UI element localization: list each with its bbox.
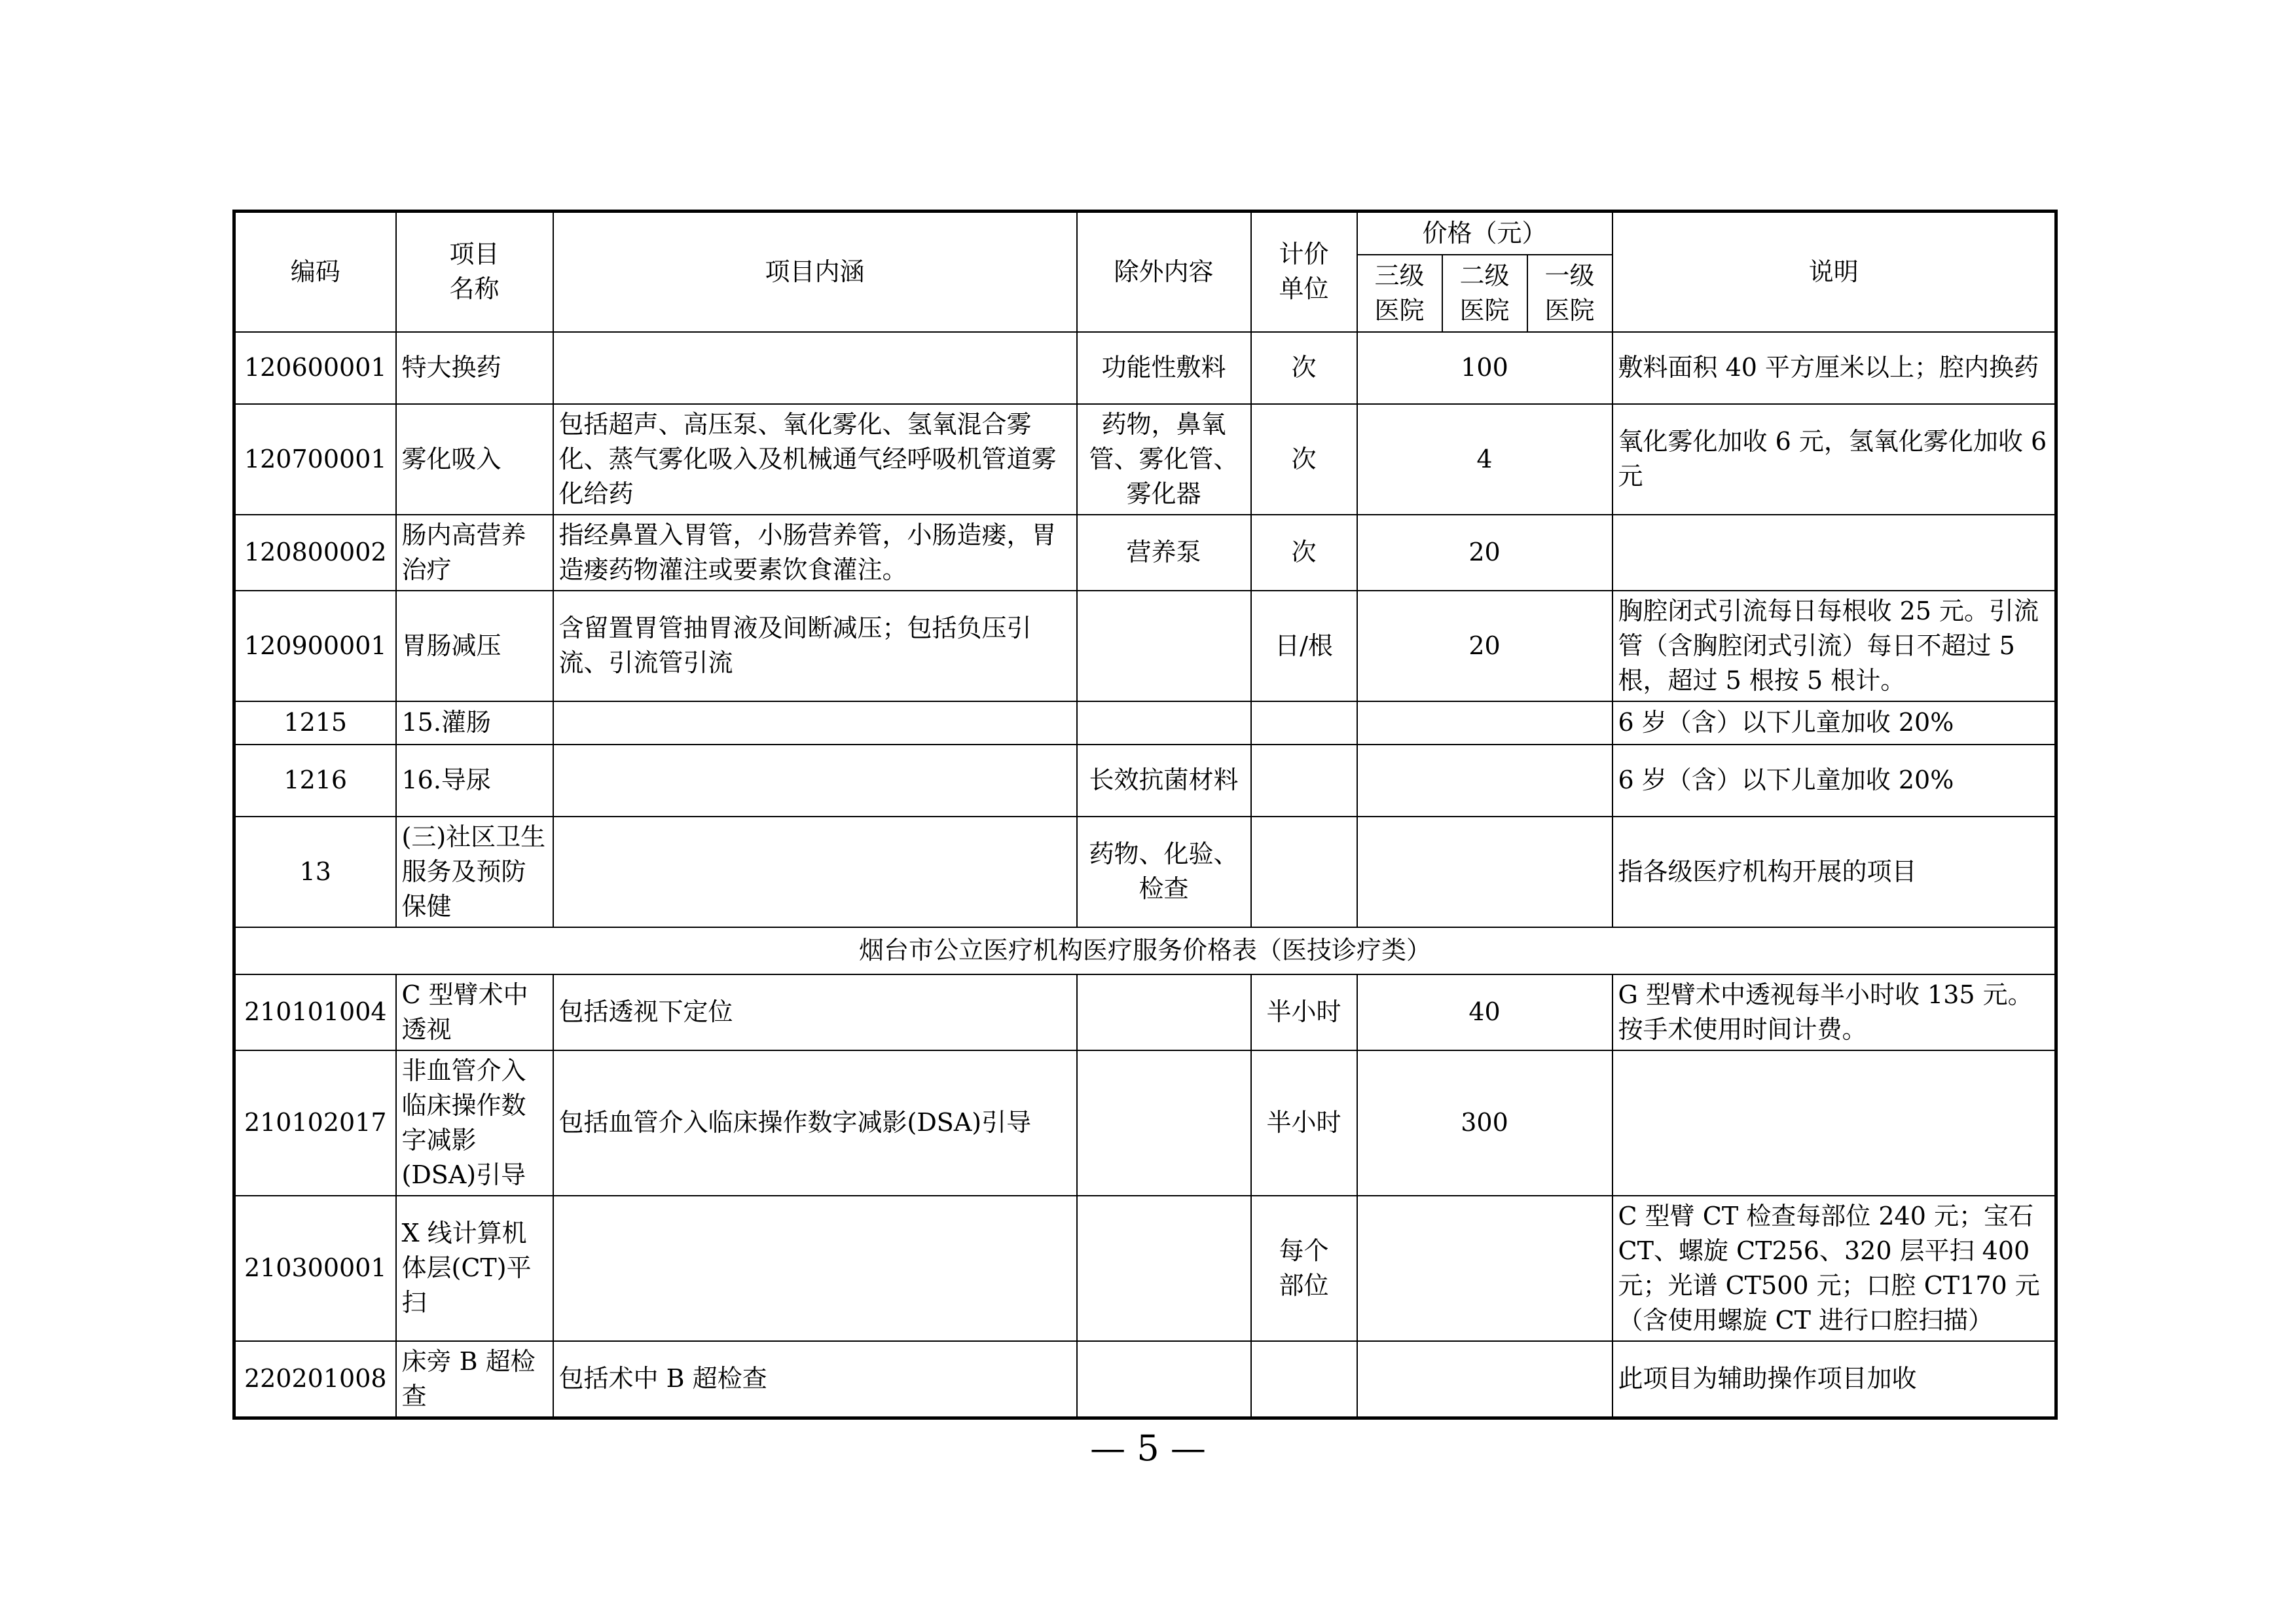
cell-unit [1251, 1341, 1357, 1418]
cell-unit: 每个 部位 [1251, 1196, 1357, 1341]
cell-name: 16.导尿 [396, 745, 553, 817]
header-code: 编码 [234, 212, 396, 332]
table-row [234, 515, 2056, 591]
cell-note: 6 岁（含）以下儿童加收 20% [1613, 745, 2056, 817]
cell-content [553, 332, 1077, 404]
cell-name: C 型臂术中透视 [396, 974, 553, 1050]
cell-price [1357, 1341, 1613, 1418]
cell-content: 包括超声、高压泵、氧化雾化、氢氧混合雾化、蒸气雾化吸入及机械通气经呼吸机管道雾化给药 [553, 404, 1077, 515]
cell-excluded [1077, 1196, 1251, 1341]
cell-name: 胃肠减压 [396, 591, 553, 701]
page-number: — 5 — [1090, 1428, 1206, 1469]
table-row [234, 404, 2056, 515]
cell-code: 120600001 [234, 332, 396, 404]
cell-excluded: 功能性敷料 [1077, 332, 1251, 404]
cell-code: 220201008 [234, 1341, 396, 1418]
cell-content [553, 1196, 1077, 1341]
header-level1: 一级 医院 [1527, 255, 1613, 332]
cell-unit: 次 [1251, 332, 1357, 404]
cell-code: 210101004 [234, 974, 396, 1050]
cell-price: 4 [1357, 404, 1613, 515]
cell-price: 20 [1357, 515, 1613, 591]
cell-excluded [1077, 1341, 1251, 1418]
cell-code: 210300001 [234, 1196, 396, 1341]
cell-price [1357, 1196, 1613, 1341]
cell-excluded [1077, 591, 1251, 701]
cell-content [553, 745, 1077, 817]
cell-excluded [1077, 1050, 1251, 1196]
cell-name: 雾化吸入 [396, 404, 553, 515]
table-row [234, 974, 2056, 1050]
section-title: 烟台市公立医疗机构医疗服务价格表（医技诊疗类） [234, 927, 2056, 974]
cell-price: 20 [1357, 591, 1613, 701]
cell-content [553, 817, 1077, 927]
header-price: 价格（元） [1357, 212, 1613, 255]
cell-unit: 次 [1251, 404, 1357, 515]
cell-code: 13 [234, 817, 396, 927]
cell-code: 120700001 [234, 404, 396, 515]
cell-price: 100 [1357, 332, 1613, 404]
cell-note [1613, 515, 2056, 591]
cell-unit: 日/根 [1251, 591, 1357, 701]
cell-code: 120800002 [234, 515, 396, 591]
cell-note: 指各级医疗机构开展的项目 [1613, 817, 2056, 927]
cell-code: 1215 [234, 701, 396, 745]
table-row [234, 701, 2056, 745]
cell-excluded: 营养泵 [1077, 515, 1251, 591]
cell-note [1613, 1050, 2056, 1196]
cell-name: (三)社区卫生服务及预防保健 [396, 817, 553, 927]
cell-price: 40 [1357, 974, 1613, 1050]
cell-content: 包括血管介入临床操作数字减影(DSA)引导 [553, 1050, 1077, 1196]
cell-price [1357, 745, 1613, 817]
header-excluded: 除外内容 [1077, 212, 1251, 332]
cell-note: 胸腔闭式引流每日每根收 25 元。引流管（含胸腔闭式引流）每日不超过 5 根，超过 5 根按 5 根计。 [1613, 591, 2056, 701]
cell-excluded: 药物，鼻氧管、雾化管、雾化器 [1077, 404, 1251, 515]
cell-content [553, 701, 1077, 745]
table-row [234, 817, 2056, 927]
cell-name: 15.灌肠 [396, 701, 553, 745]
table-row [234, 745, 2056, 817]
cell-excluded [1077, 701, 1251, 745]
cell-name: 肠内高营养治疗 [396, 515, 553, 591]
cell-unit: 半小时 [1251, 974, 1357, 1050]
table-row [234, 1050, 2056, 1196]
header-level2: 二级 医院 [1442, 255, 1527, 332]
header-note: 说明 [1613, 212, 2056, 332]
cell-note: G 型臂术中透视每半小时收 135 元。按手术使用时间计费。 [1613, 974, 2056, 1050]
cell-unit: 次 [1251, 515, 1357, 591]
cell-note: 6 岁（含）以下儿童加收 20% [1613, 701, 2056, 745]
cell-note: C 型臂 CT 检查每部位 240 元；宝石 CT、螺旋 CT256、320 层平扫 400 元；光谱 CT500 元；口腔 CT170 元（含使用螺旋 CT 进行口腔扫描） [1613, 1196, 2056, 1341]
cell-unit [1251, 701, 1357, 745]
cell-excluded [1077, 974, 1251, 1050]
price-table [232, 210, 2058, 1420]
cell-name: 床旁 B 超检查 [396, 1341, 553, 1418]
cell-unit [1251, 745, 1357, 817]
cell-price [1357, 817, 1613, 927]
cell-code: 120900001 [234, 591, 396, 701]
cell-price [1357, 701, 1613, 745]
header-level3: 三级 医院 [1357, 255, 1442, 332]
cell-content: 指经鼻置入胃管，小肠营养管，小肠造瘘，胃造瘘药物灌注或要素饮食灌注。 [553, 515, 1077, 591]
table-row [234, 332, 2056, 404]
header-content: 项目内涵 [553, 212, 1077, 332]
cell-content: 含留置胃管抽胃液及间断减压；包括负压引流、引流管引流 [553, 591, 1077, 701]
cell-unit: 半小时 [1251, 1050, 1357, 1196]
cell-price: 300 [1357, 1050, 1613, 1196]
cell-name: 特大换药 [396, 332, 553, 404]
cell-unit [1251, 817, 1357, 927]
cell-content: 包括透视下定位 [553, 974, 1077, 1050]
cell-note: 氧化雾化加收 6 元，氢氧化雾化加收 6 元 [1613, 404, 2056, 515]
cell-code: 210102017 [234, 1050, 396, 1196]
cell-excluded: 药物、化验、检查 [1077, 817, 1251, 927]
header-unit: 计价 单位 [1251, 212, 1357, 332]
table-row [234, 1341, 2056, 1418]
cell-content: 包括术中 B 超检查 [553, 1341, 1077, 1418]
cell-note: 敷料面积 40 平方厘米以上；腔内换药 [1613, 332, 2056, 404]
table-row [234, 591, 2056, 701]
header-name: 项目 名称 [396, 212, 553, 332]
cell-name: X 线计算机体层(CT)平扫 [396, 1196, 553, 1341]
cell-name: 非血管介入临床操作数字减影(DSA)引导 [396, 1050, 553, 1196]
cell-note: 此项目为辅助操作项目加收 [1613, 1341, 2056, 1418]
cell-excluded: 长效抗菌材料 [1077, 745, 1251, 817]
table-row [234, 1196, 2056, 1341]
cell-code: 1216 [234, 745, 396, 817]
